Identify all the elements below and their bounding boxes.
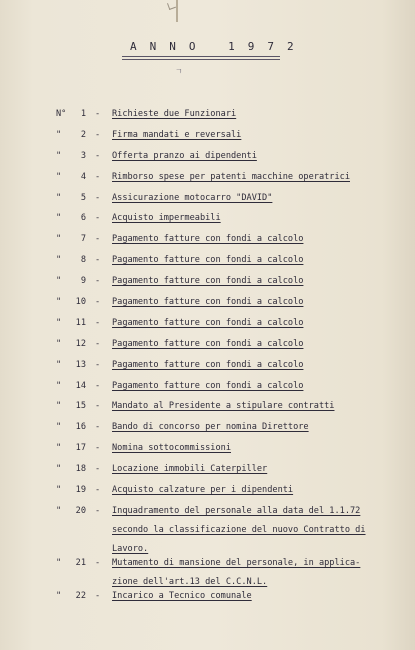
entry-number: 1 [80,109,86,119]
entry-number: 13 [75,360,86,370]
entry-dash: - [95,422,101,432]
entry-dash: - [95,297,101,307]
entry-description: Inquadramento del personale alla data del 1.1.72 [112,506,361,516]
entry-prefix: " [56,193,62,203]
entry-description-continued: secondo la classificazione del nuovo Contratto di [112,525,366,535]
entry-description: Assicurazione motocarro "DAVID" [112,193,273,203]
entry-prefix: " [56,591,62,601]
entry-description: Bando di concorso per nomina Direttore [112,422,309,432]
entry-dash: - [95,401,101,411]
entry-dash: - [95,276,101,286]
entry-description: Pagamento fatture con fondi a calcolo [112,255,304,265]
entry-prefix: " [56,255,62,265]
entry-prefix: " [56,151,62,161]
entry-number: 2 [80,130,86,140]
title-sub-mark: ㄱ [175,67,183,76]
entry-prefix: " [56,360,62,370]
entry-description: Locazione immobili Caterpiller [112,464,268,474]
entry-description: Pagamento fatture con fondi a calcolo [112,381,304,391]
entry-dash: - [95,485,101,495]
entry-description: Firma mandati e reversali [112,130,242,140]
entry-description: Mutamento di mansione del personale, in applica- [112,558,361,568]
entry-prefix: " [56,130,62,140]
entry-description: Pagamento fatture con fondi a calcolo [112,339,304,349]
entry-number: 14 [75,381,86,391]
entry-number: 3 [80,151,86,161]
entry-number: 16 [75,422,86,432]
entry-prefix: " [56,401,62,411]
entry-number: 4 [80,172,86,182]
entry-description: Nomina sottocommissioni [112,443,231,453]
entry-prefix: " [56,276,62,286]
entry-number: 17 [75,443,86,453]
entry-dash: - [95,130,101,140]
entry-dash: - [95,360,101,370]
entry-description: Incarico a Tecnico comunale [112,591,252,601]
entry-number: 15 [75,401,86,411]
entry-number: 11 [75,318,86,328]
entry-description: Pagamento fatture con fondi a calcolo [112,360,304,370]
entry-prefix: " [56,339,62,349]
entry-description: Pagamento fatture con fondi a calcolo [112,276,304,286]
entry-number: 20 [75,506,86,516]
entry-dash: - [95,193,101,203]
title-double-underline [122,56,280,60]
entry-prefix: " [56,506,62,516]
entry-prefix: " [56,172,62,182]
entry-prefix: " [56,443,62,453]
entry-number: 6 [80,213,86,223]
entry-description: Mandato al Presidente a stipulare contratti [112,401,335,411]
entry-dash: - [95,213,101,223]
entry-dash: - [95,172,101,182]
entry-number: 7 [80,234,86,244]
entry-number: 21 [75,558,86,568]
entry-dash: - [95,591,101,601]
entry-description: Offerta pranzo ai dipendenti [112,151,257,161]
entry-number: 5 [80,193,86,203]
entry-description-continued: zione dell'art.13 del C.C.N.L. [112,577,268,587]
entry-number: 22 [75,591,86,601]
entry-description: Pagamento fatture con fondi a calcolo [112,297,304,307]
entry-dash: - [95,255,101,265]
entry-description: Richieste due Funzionari [112,109,237,119]
document-title: ANNO 1972 [130,40,307,53]
entry-prefix: " [56,422,62,432]
entry-dash: - [95,234,101,244]
entry-number: 8 [80,255,86,265]
entry-dash: - [95,109,101,119]
entry-dash: - [95,506,101,516]
entry-dash: - [95,464,101,474]
entry-prefix: " [56,297,62,307]
entry-prefix: " [56,485,62,495]
entry-number: 10 [75,297,86,307]
entry-number: 18 [75,464,86,474]
entry-prefix: " [56,464,62,474]
entry-description: Pagamento fatture con fondi a calcolo [112,234,304,244]
entry-prefix: " [56,213,62,223]
entry-description-continued: Lavoro. [112,544,149,554]
pencil-check-mark [167,1,176,10]
entry-dash: - [95,558,101,568]
entry-dash: - [95,339,101,349]
entry-prefix: " [56,381,62,391]
entry-prefix: N° [56,109,67,119]
entry-dash: - [95,151,101,161]
entry-dash: - [95,381,101,391]
entry-description: Pagamento fatture con fondi a calcolo [112,318,304,328]
entry-description: Acquisto impermeabili [112,213,221,223]
entry-number: 19 [75,485,86,495]
entry-dash: - [95,318,101,328]
entry-prefix: " [56,234,62,244]
entry-description: Acquisto calzature per i dipendenti [112,485,294,495]
entry-number: 12 [75,339,86,349]
entry-prefix: " [56,318,62,328]
entry-description: Rimborso spese per patenti macchine operatrici [112,172,350,182]
entry-dash: - [95,443,101,453]
entry-number: 9 [80,276,86,286]
paper-fold-mark [176,0,178,22]
entry-prefix: " [56,558,62,568]
